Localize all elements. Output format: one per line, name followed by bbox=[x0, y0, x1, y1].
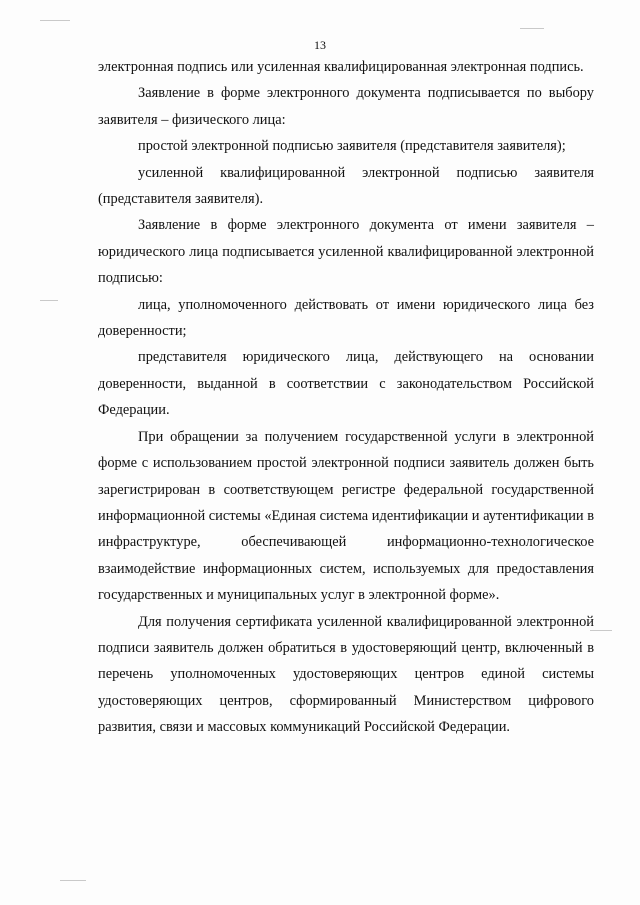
scan-noise bbox=[60, 880, 86, 881]
paragraph: простой электронной подписью заявителя (представителя заявителя); bbox=[138, 138, 566, 155]
paragraph: Заявление в форме электронного документа подписывается по выбору заявителя – физического лица: bbox=[98, 85, 594, 128]
scan-noise bbox=[520, 28, 544, 29]
paragraph: Заявление в форме электронного документа от имени заявителя – юридического лица подписывается усиленной квалифицированной электронной подписью: bbox=[98, 217, 594, 287]
scan-noise bbox=[40, 300, 58, 301]
paragraph: представителя юридического лица, действующего на основании доверенности, выданной в соответствии с законодательством Российской Федерации. bbox=[98, 349, 594, 419]
paragraph: электронная подпись или усиленная квалифицированная электронная подпись. bbox=[98, 59, 584, 75]
paragraph: Для получения сертификата усиленной квалифицированной электронной подписи заявитель должен обратиться в удостоверяющий центр, включенный в перечень уполномоченных удостоверяющих центров единой системы удостоверяющих центров, сформированный Министерством цифрового развития, связи и массовых коммуникаций Российской Федерации. bbox=[98, 613, 594, 736]
page-number: 13 bbox=[314, 38, 326, 52]
document-body bbox=[98, 54, 594, 741]
paragraph: При обращении за получением государственной услуги в электронной форме с использованием простой электронной подписи заявитель должен быть зарегистрирован в соответствующем регистре федеральной государственной информационной системы «Единая система идентификации и аутентификации в инфраструктуре, обеспечивающей информационно-технологическое взаимодействие информационных систем, используемых для предоставления государственных и муниципальных услуг в электронной форме». bbox=[98, 428, 594, 604]
paragraph: лица, уполномоченного действовать от имени юридического лица без доверенности; bbox=[98, 296, 594, 340]
scan-noise bbox=[40, 20, 70, 21]
paragraph: усиленной квалифицированной электронной подписью заявителя (представителя заявителя). bbox=[98, 164, 594, 208]
